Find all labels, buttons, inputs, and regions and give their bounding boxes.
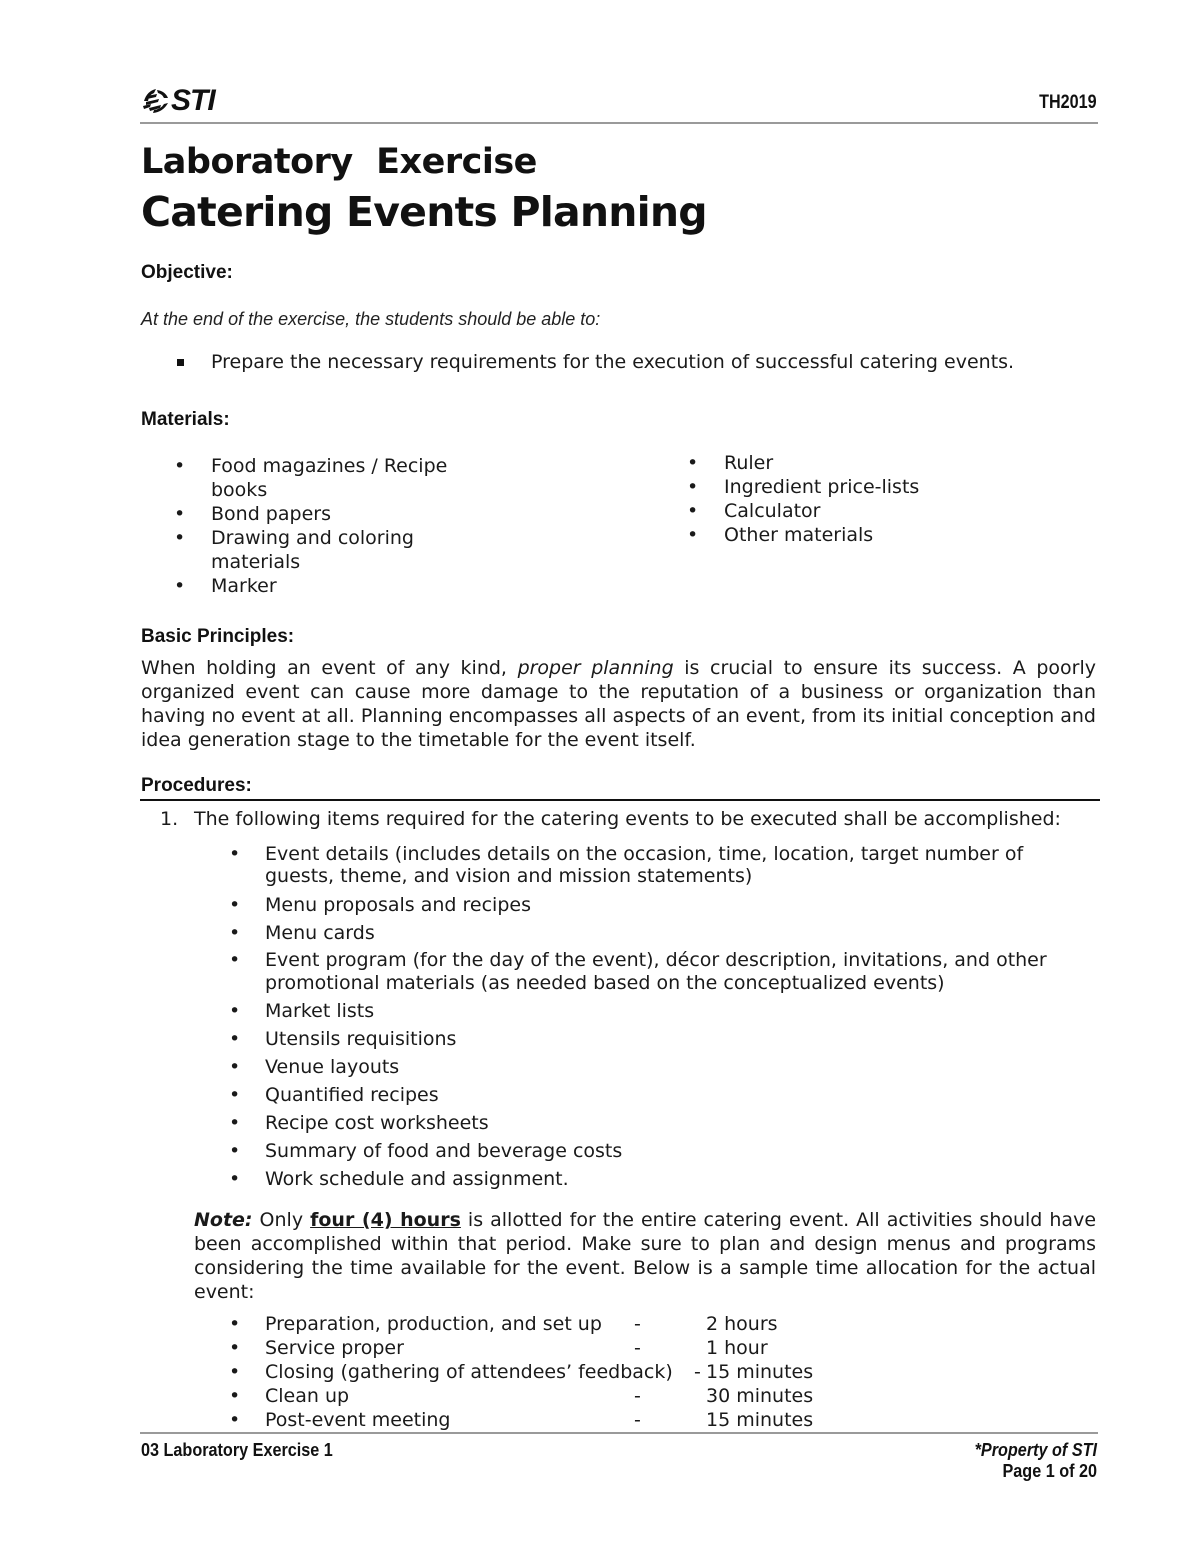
principles-text: When holding an event of any kind, [141,657,518,679]
list-item: • Other materials [687,523,987,547]
list-item: • Bond papers [174,502,464,526]
note-emphasis: four (4) hours [310,1209,461,1231]
header-divider [140,122,1098,124]
list-item: • Event details (includes details on the occasion, time, location, target number of guests, theme, and vision and mission statements) [229,843,1089,887]
list-item: • Ruler [687,451,987,475]
principles-emphasis: proper planning [517,657,674,679]
schedule-activity: Clean up [265,1385,350,1407]
materials-heading: Materials: [141,409,230,430]
bullet-icon: • [229,1409,241,1431]
list-item: • Work schedule and assignment. [229,1167,1089,1191]
note-label: Note: [194,1209,253,1231]
list-item: • Ingredient price-lists [687,475,987,499]
footer-document-name: 03 Laboratory Exercise 1 [141,1440,333,1460]
bullet-icon: • [229,1361,241,1383]
schedule-dash: - [694,1361,701,1383]
list-item: • Summary of food and beverage costs [229,1139,1089,1163]
materials-list-left [174,454,464,598]
square-bullet-icon [177,359,184,366]
schedule-duration: 15 minutes [706,1409,814,1431]
principles-paragraph [141,656,1096,752]
step-text: The following items required for the catering events to be executed shall be accomplished: [194,808,1061,830]
list-item [229,1336,849,1360]
list-item: • Food magazines / Recipe books [174,454,464,502]
note-text: is allotted for the entire catering event. All activities should have been accomplished within that period. Make sure to plan and design menus and programs considering the time available for the event. Below is a sample time allocation for the actual event: [194,1209,1097,1303]
list-item: • Calculator [687,499,987,523]
list-item: • Drawing and coloring materials [174,526,464,574]
logo-wordmark: STI [171,84,215,117]
step-number: 1. [160,808,179,830]
list-item: • Recipe cost worksheets [229,1111,1089,1135]
note-paragraph [194,1208,1096,1304]
note-text: Only [252,1209,311,1231]
objective-heading: Objective: [141,262,233,283]
schedule-activity: Service proper [265,1337,404,1359]
sti-globe-icon [141,86,171,116]
list-item: • Utensils requisitions [229,1027,1089,1051]
list-item [229,1384,849,1408]
procedures-divider [140,799,1100,801]
requirements-list [229,843,1089,1191]
principles-heading: Basic Principles: [141,626,295,647]
time-allocation-list [229,1312,849,1432]
principles-text: is crucial to ensure its success. A poorly organized event can cause more damage to the reputation of a business or organization than having no event at all. Planning encompasses all aspects of an event, from its initial conception and idea generation stage to the timetable for the event itself. [141,657,1096,751]
schedule-activity: Preparation, production, and set up [265,1313,602,1335]
schedule-dash: - [634,1337,641,1359]
property-notice: *Property of STI [974,1440,1097,1460]
schedule-duration: 30 minutes [706,1385,814,1407]
list-item: • Marker [174,574,464,598]
schedule-duration: 1 hour [706,1337,768,1359]
schedule-activity: Closing (gathering of attendees’ feedback) [265,1361,673,1383]
list-item: • Menu cards [229,921,1089,945]
objective-item: Prepare the necessary requirements for the execution of successful catering events. [211,351,1015,373]
list-item: • Menu proposals and recipes [229,893,1089,917]
list-item: • Quantified recipes [229,1083,1089,1107]
schedule-activity: Post-event meeting [265,1409,451,1431]
schedule-duration: 15 minutes [706,1361,814,1383]
objective-intro: At the end of the exercise, the students should be able to: [141,309,601,329]
bullet-icon: • [229,1337,241,1359]
list-item: • Venue layouts [229,1055,1089,1079]
page-number: Page 1 of 20 [1002,1461,1097,1481]
list-item [229,1312,849,1336]
bullet-icon: • [229,1385,241,1407]
schedule-duration: 2 hours [706,1313,778,1335]
schedule-dash: - [634,1409,641,1431]
list-item: • Market lists [229,999,1089,1023]
footer-divider [140,1432,1098,1434]
document-code: TH2019 [1039,92,1097,113]
sti-logo [141,84,215,118]
list-item [229,1360,849,1384]
page-subtitle: Catering Events Planning [141,188,707,236]
list-item: • Event program (for the day of the event), décor description, invitations, and other promotional materials (as needed based on the conceptualized events) [229,949,1089,995]
footer-right [975,1440,1097,1482]
schedule-dash: - [634,1313,641,1335]
procedures-heading: Procedures: [141,775,252,796]
bullet-icon: • [229,1313,241,1335]
materials-list-right [687,451,987,547]
list-item [229,1408,849,1432]
schedule-dash: - [634,1385,641,1407]
page-title: Laboratory Exercise [141,142,537,182]
